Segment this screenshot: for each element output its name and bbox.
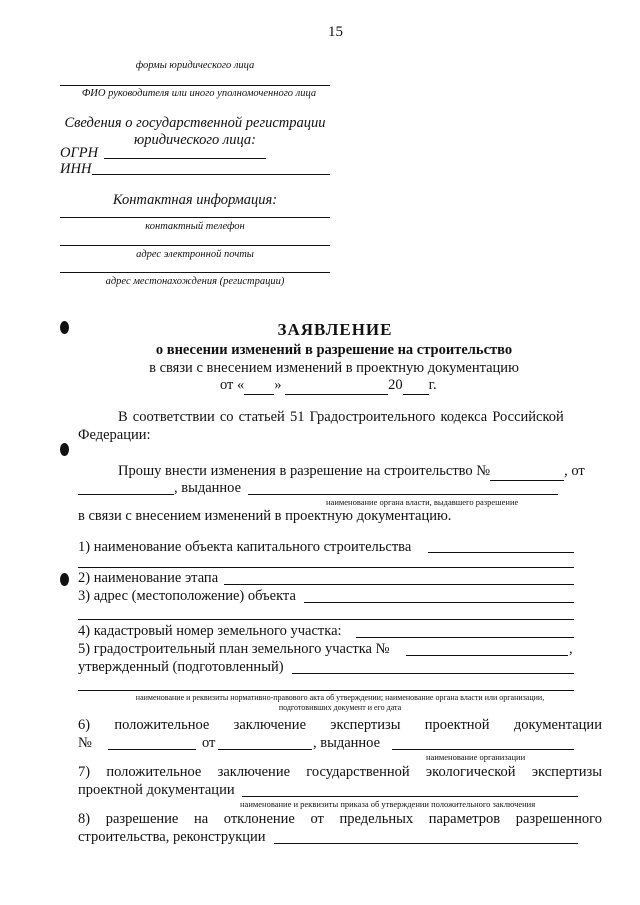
expertise-date-field[interactable]	[218, 749, 312, 750]
item-6-word: проектной	[424, 717, 490, 733]
legal-form-caption: формы юридического лица	[135, 60, 255, 71]
item-5-caption-2: подготовивших документ и его дата	[278, 703, 402, 712]
ogrn-field[interactable]	[104, 158, 266, 159]
date-prefix: от «	[220, 377, 245, 393]
expertise-number-field[interactable]	[108, 749, 196, 750]
item-1-field-2[interactable]	[78, 567, 574, 568]
cadastral-number-field[interactable]	[356, 637, 574, 638]
item-6-word: 6)	[78, 717, 91, 733]
contact-heading: Контактная информация:	[112, 192, 278, 208]
item-6-word: заключение	[233, 717, 307, 733]
registration-heading-2: юридического лица:	[134, 132, 256, 148]
item-8-label: 8) разрешение на отклонение от предельных параметров разрешенного	[78, 811, 602, 827]
item-6-issued: , выданное	[313, 735, 381, 751]
eco-expertise-field[interactable]	[242, 796, 578, 797]
inn-label: ИНН	[60, 161, 92, 177]
email-field[interactable]	[60, 245, 330, 246]
item-6-caption: наименование организации	[426, 752, 526, 762]
address-caption: адрес местонахождения (регистрации)	[105, 276, 285, 287]
gpzu-approved-field-2[interactable]	[78, 690, 574, 691]
phone-field[interactable]	[60, 217, 330, 218]
item-1-label: 1) наименование объекта капитального строительства	[78, 539, 412, 555]
document-subtitle: о внесении изменений в разрешение на строительство	[155, 342, 513, 358]
gpzu-approved-field[interactable]	[292, 673, 574, 674]
document-title: ЗАЯВЛЕНИЕ	[277, 320, 393, 339]
request-ot: , от	[564, 463, 585, 479]
item-7b-label: проектной документации	[78, 782, 235, 798]
punch-hole-mark	[60, 443, 69, 456]
item-1-field[interactable]	[428, 552, 574, 553]
item-7-label: 7) положительное заключение государственной экологической экспертизы	[78, 764, 602, 780]
permit-date-field[interactable]	[78, 494, 174, 495]
item-2-field[interactable]	[224, 584, 574, 585]
request-text: Прошу внести изменения в разрешение на строительство №	[118, 463, 491, 479]
date-mid: »	[274, 377, 282, 393]
date-year-field[interactable]	[403, 377, 429, 395]
registration-heading: Сведения о государственной регистрации	[64, 115, 326, 131]
item-7-caption: наименование и реквизиты приказа об утверждении положительного заключения	[240, 799, 536, 809]
gpzu-number-field[interactable]	[406, 655, 568, 656]
date-day-field[interactable]	[244, 377, 274, 395]
item-6-label	[78, 717, 602, 734]
address-field[interactable]	[60, 272, 330, 273]
ogrn-label: ОГРН	[60, 145, 99, 161]
expertise-org-field[interactable]	[392, 749, 574, 750]
intro-line-2: Федерации:	[78, 427, 151, 443]
item-5b-label: утвержденный (подготовленный)	[78, 659, 284, 675]
phone-caption: контактный телефон	[145, 221, 245, 232]
permit-issuer-field[interactable]	[248, 494, 558, 495]
request-issued: , выданное	[174, 480, 242, 496]
document-subtitle-2: в связи с внесением изменений в проектную документацию	[149, 360, 519, 376]
intro-line-1: В соответствии со статьей 51 Градостроительного кодекса Российской	[118, 409, 564, 425]
item-6-ot: от	[202, 735, 216, 751]
date-suffix: г.	[428, 377, 437, 393]
head-name-caption: ФИО руководителя или иного уполномоченного лица	[81, 88, 317, 99]
head-name-line	[60, 85, 330, 86]
item-3-label: 3) адрес (местоположение) объекта	[78, 588, 296, 604]
request-line-2: в связи с внесением изменений в проектную документацию.	[78, 508, 452, 524]
item-5-label: 5) градостроительный план земельного участка №	[78, 641, 390, 657]
item-4-label: 4) кадастровый номер земельного участка:	[78, 623, 342, 639]
date-line	[220, 377, 437, 395]
item-6-word: положительное	[114, 717, 210, 733]
email-caption: адрес электронной почты	[136, 249, 254, 260]
item-3-field-2[interactable]	[78, 619, 574, 620]
request-line	[118, 463, 585, 481]
punch-hole-mark	[60, 573, 69, 586]
item-6-no: №	[78, 735, 92, 751]
page-number: 15	[328, 24, 343, 40]
deviation-permit-field[interactable]	[274, 843, 578, 844]
item-6-word: документации	[513, 717, 602, 733]
date-month-field[interactable]	[285, 377, 388, 395]
inn-field[interactable]	[92, 174, 330, 175]
permit-number-field[interactable]	[490, 463, 564, 481]
item-5-comma: ,	[569, 641, 573, 657]
item-6-word: экспертизы	[330, 717, 401, 733]
item-5-caption: наименование и реквизиты нормативно-правового акта об утверждении; наименование органа власти или организации,	[135, 693, 545, 702]
date-year: 20	[388, 377, 403, 393]
item-3-field[interactable]	[304, 602, 574, 603]
item-2-label: 2) наименование этапа	[78, 570, 219, 586]
item-8b-label: строительства, реконструкции	[78, 829, 266, 845]
issuer-caption: наименование органа власти, выдавшего разрешение	[326, 497, 519, 507]
